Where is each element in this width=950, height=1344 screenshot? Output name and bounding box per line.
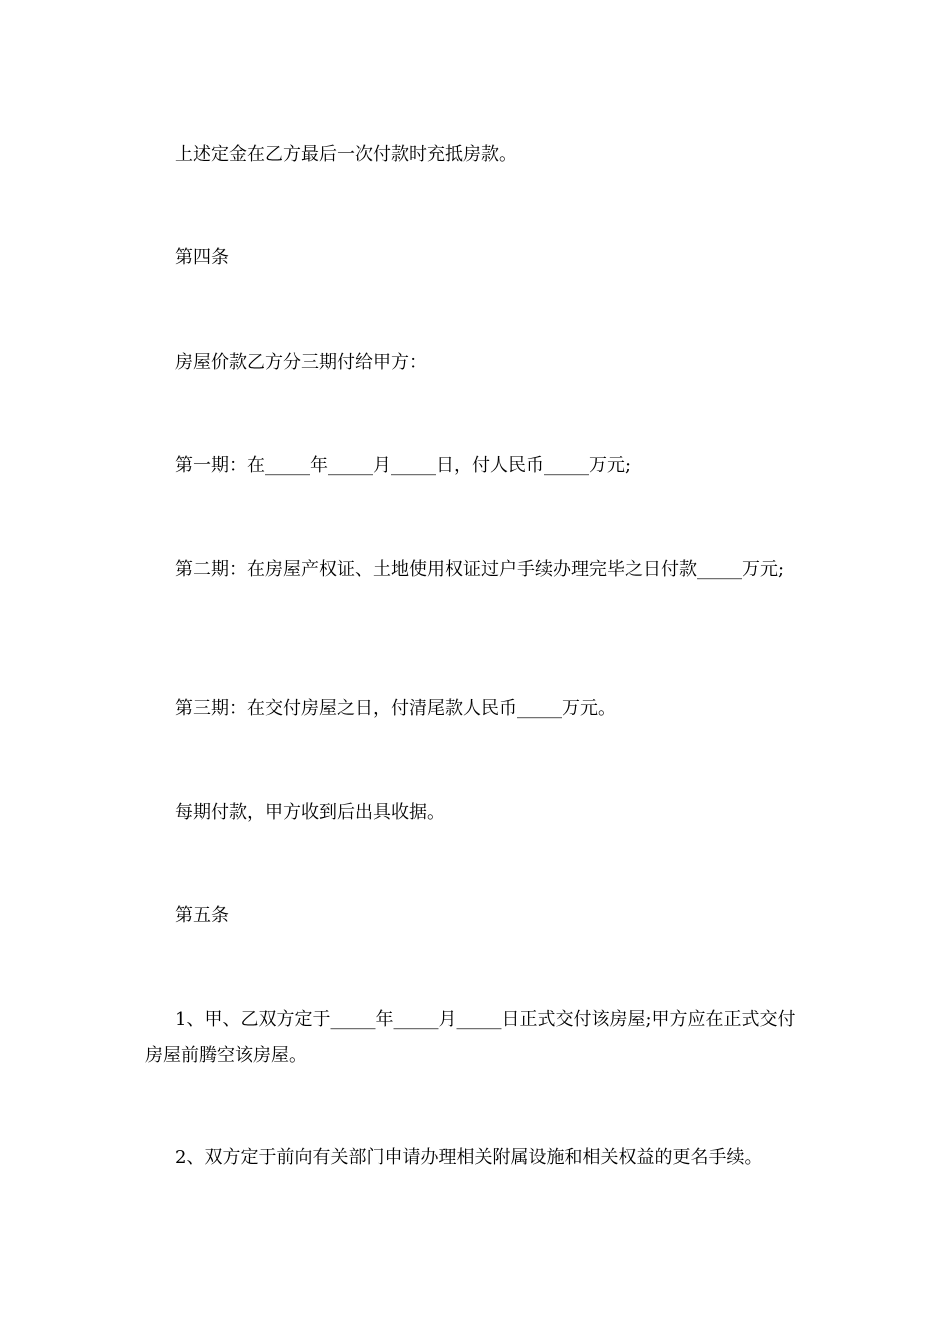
paragraph-handover-date: 1、甲、乙双方定于_____年_____月_____日正式交付该房屋;甲方应在正式交付房屋前腾空该房屋。 bbox=[145, 1009, 796, 1066]
paragraph-third-installment: 第三期：在交付房屋之日，付清尾款人民币_____万元。 bbox=[175, 698, 616, 719]
paragraph-first-installment: 第一期：在_____年_____月_____日，付人民币_____万元; bbox=[175, 455, 632, 476]
paragraph-payment-intro: 房屋价款乙方分三期付给甲方： bbox=[175, 352, 427, 373]
paragraph-deposit-offset: 上述定金在乙方最后一次付款时充抵房款。 bbox=[175, 144, 517, 165]
paragraph-receipt: 每期付款，甲方收到后出具收据。 bbox=[175, 802, 445, 823]
heading-article-4: 第四条 bbox=[175, 247, 229, 268]
paragraph-second-installment: 第二期：在房屋产权证、土地使用权证过户手续办理完毕之日付款_____万元; bbox=[175, 559, 785, 580]
heading-article-5: 第五条 bbox=[175, 905, 229, 926]
paragraph-name-change: 2、双方定于前向有关部门申请办理相关附属设施和相关权益的更名手续。 bbox=[175, 1147, 763, 1168]
